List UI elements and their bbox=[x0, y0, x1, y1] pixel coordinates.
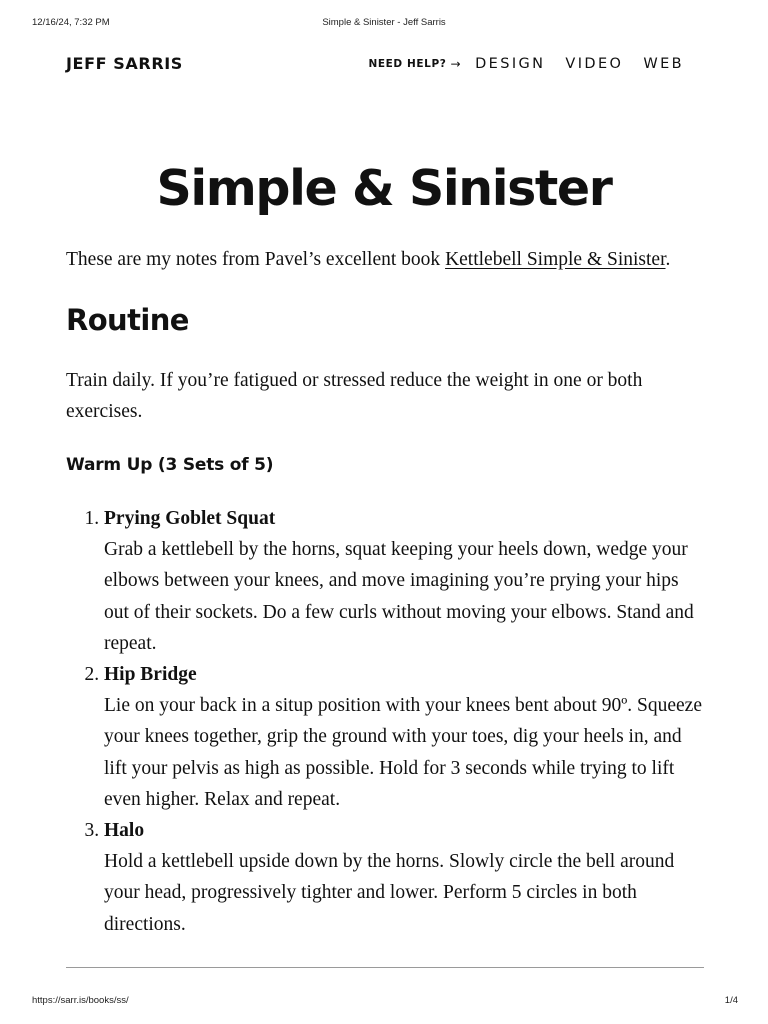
print-page-number: 1/4 bbox=[724, 995, 738, 1006]
brand-logo-link[interactable]: JEFF SARRIS bbox=[66, 54, 183, 73]
print-doc-title: Simple & Sinister - Jeff Sarris bbox=[322, 17, 446, 28]
need-help-label: NEED HELP? bbox=[368, 58, 447, 70]
print-header bbox=[0, 17, 768, 31]
routine-heading: Routine bbox=[66, 303, 189, 337]
page-title: Simple & Sinister bbox=[156, 160, 612, 217]
list-item bbox=[104, 815, 706, 940]
arrow-right-icon: → bbox=[450, 57, 462, 71]
intro-period: . bbox=[665, 249, 671, 270]
site-header bbox=[66, 52, 684, 78]
nav-link-design[interactable]: DESIGN bbox=[475, 56, 546, 72]
exercise-name: 1. Prying Goblet Squat bbox=[104, 508, 276, 529]
list-item bbox=[104, 503, 706, 659]
exercise-list bbox=[66, 503, 706, 940]
book-link[interactable]: Kettlebell Simple & Sinister bbox=[445, 249, 666, 270]
routine-paragraph: Train daily. If you’re fatigued or stressed reduce the weight in one or both exercises. bbox=[66, 370, 643, 422]
print-url: https://sarr.is/books/ss/ bbox=[32, 995, 129, 1006]
nav-link-web[interactable]: WEB bbox=[643, 56, 684, 72]
exercise-description: Grab a kettlebell by the horns, squat keeping your heels down, wedge your elbows between your knees, and move imagining you’re prying your hips out of their sockets. Do a few curls without moving your elbows. Stand and repeat. bbox=[104, 539, 694, 654]
intro-paragraph bbox=[66, 244, 706, 275]
main-nav bbox=[369, 52, 685, 76]
need-help-link[interactable] bbox=[369, 57, 462, 71]
exercise-description: Hold a kettlebell upside down by the horns. Slowly circle the bell around your head, progressively tighter and lower. Perform 5 circles in both directions. bbox=[104, 851, 675, 935]
warmup-heading: Warm Up (3 Sets of 5) bbox=[66, 455, 274, 475]
section-divider bbox=[66, 967, 704, 968]
intro-text: These are my notes from Pavel’s excellent book bbox=[66, 249, 446, 270]
print-datetime: 12/16/24, 7:32 PM bbox=[32, 17, 110, 28]
nav-link-video[interactable]: VIDEO bbox=[565, 56, 624, 72]
exercise-description: Lie on your back in a situp position with your knees bent about 90º. Squeeze your knees together, grip the ground with your toes, dig your heels in, and lift your pelvis as high as possible. Hold for 3 seconds while trying to lift even higher. Relax and repeat. bbox=[104, 695, 702, 810]
exercise-name: 2. Hip Bridge bbox=[104, 664, 197, 686]
exercise-name: 3. Halo bbox=[104, 820, 145, 842]
list-item bbox=[104, 659, 706, 815]
print-footer bbox=[0, 995, 768, 1009]
